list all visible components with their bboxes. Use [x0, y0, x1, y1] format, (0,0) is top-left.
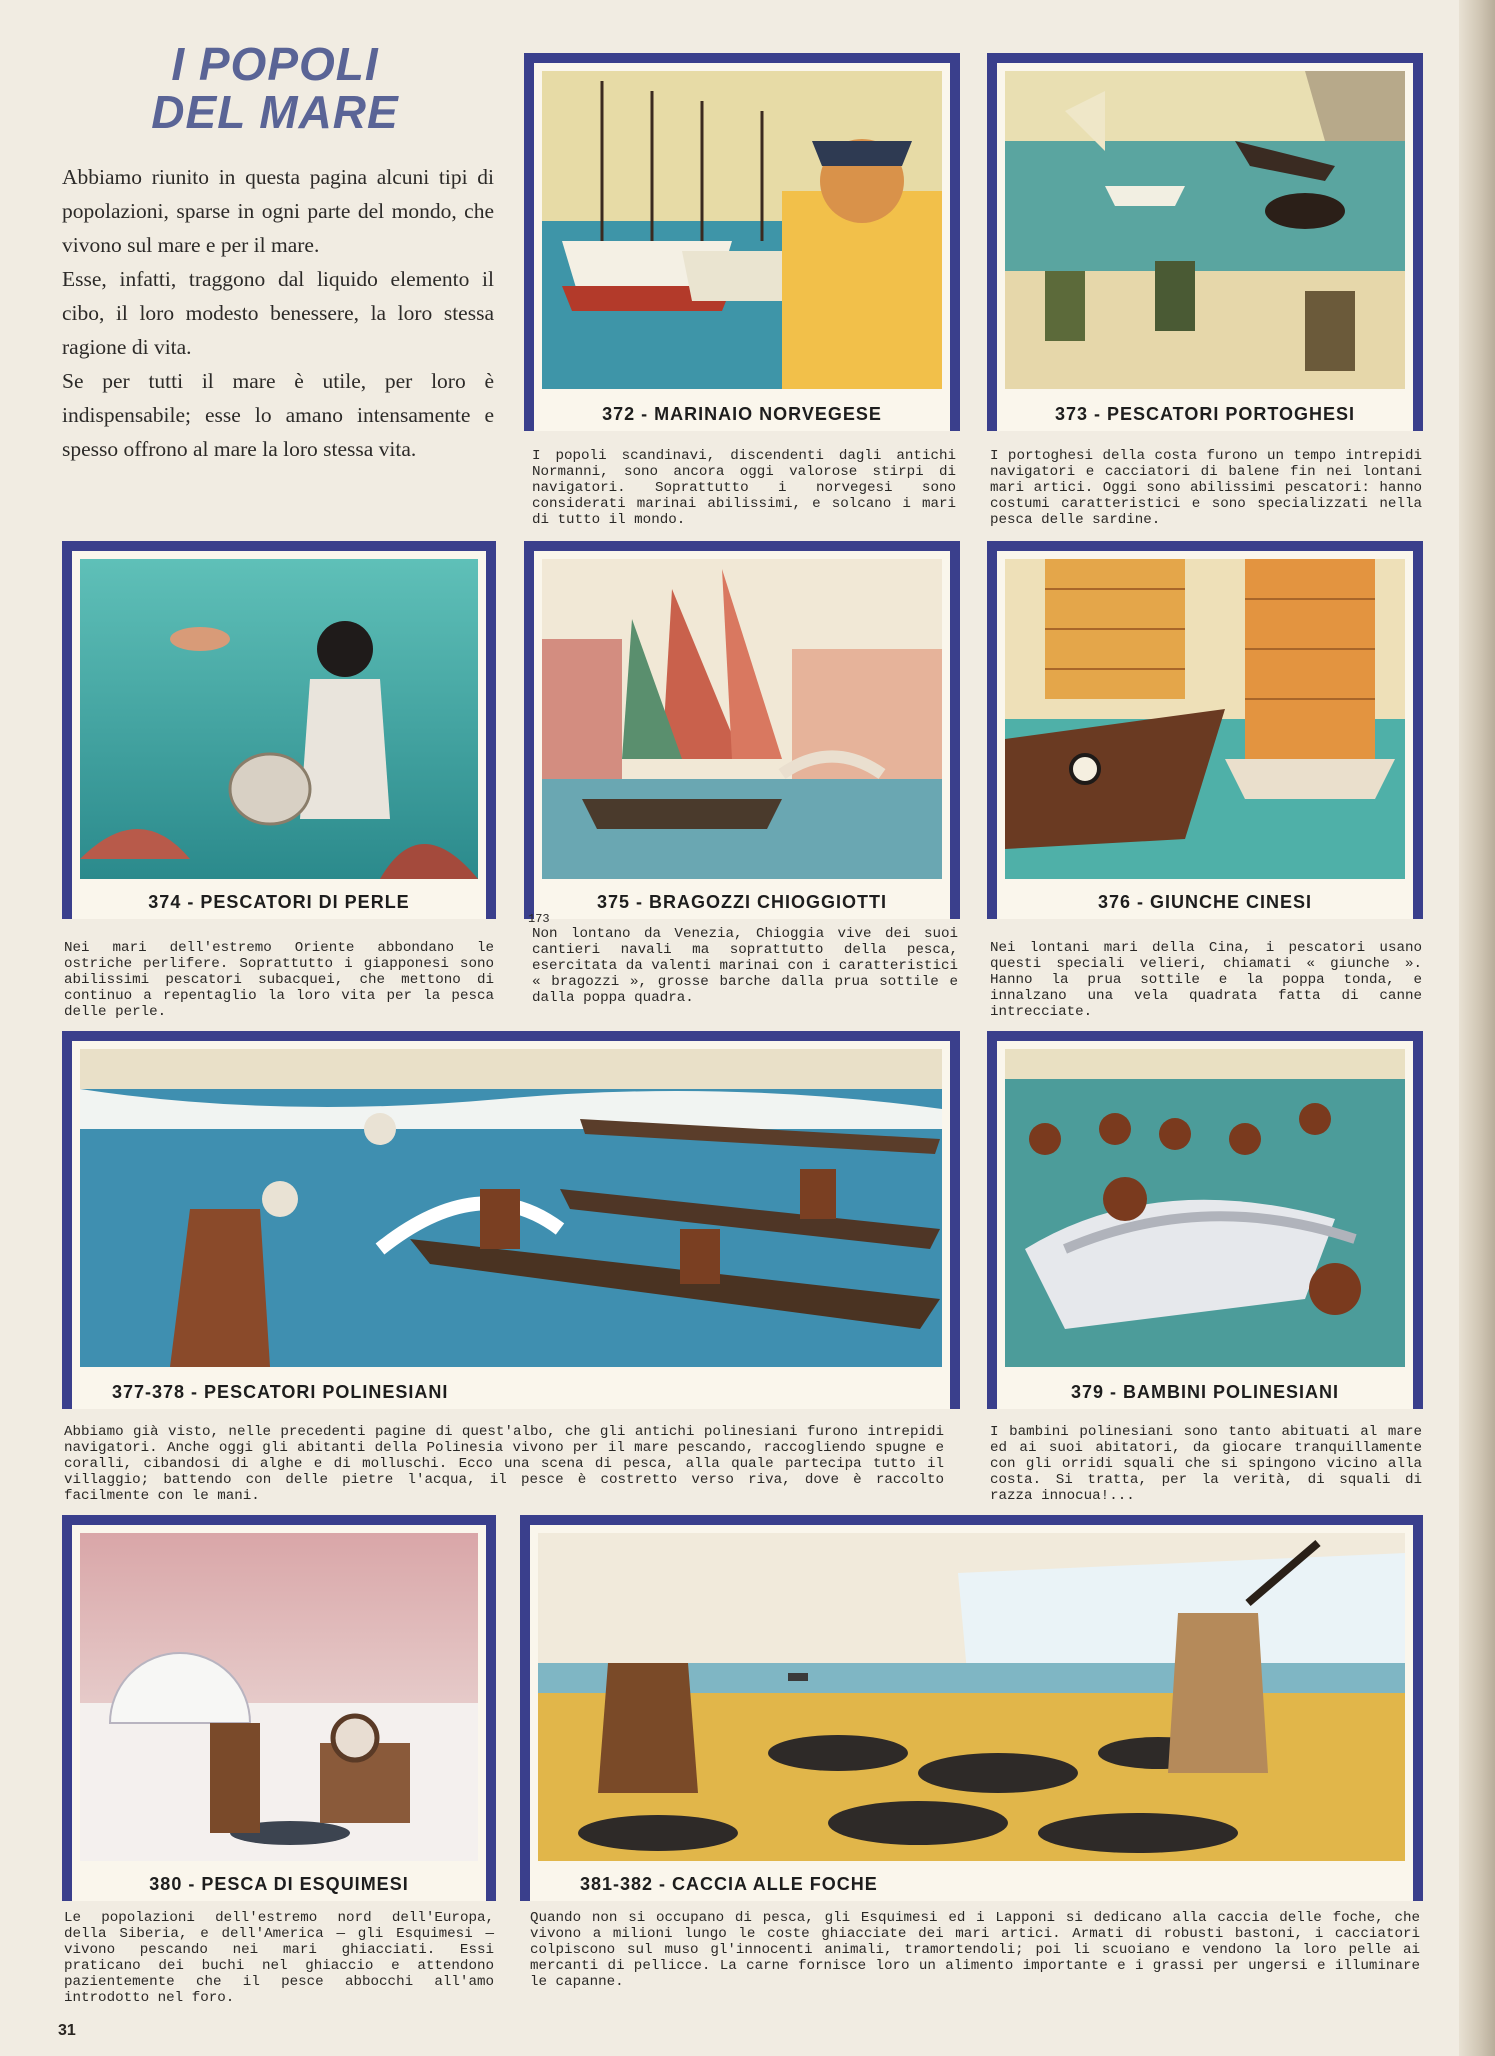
stray-number: 173	[528, 912, 550, 926]
illustration-pearl-divers	[80, 559, 478, 879]
illustration-eskimo-fishing	[80, 1533, 478, 1861]
card-374	[62, 541, 496, 919]
card-381-382	[520, 1515, 1423, 1901]
page-number: 31	[58, 2022, 76, 2039]
card-caption: 372 - MARINAIO NORVEGESE	[602, 404, 882, 424]
card-caption: 381-382 - CACCIA ALLE FOCHE	[580, 1874, 878, 1894]
card-376	[987, 541, 1423, 919]
card-372	[524, 53, 960, 431]
illustration-portuguese-fishermen	[1005, 71, 1405, 389]
card-description: Nei lontani mari della Cina, i pescatori usano questi speciali velieri, chiamati « giunche ». Hanno la prua sottile e la poppa tonda, e innalzano una vela quadrata fatta di canne intrecciate.	[990, 940, 1422, 1020]
intro-paragraph: Esse, infatti, traggono dal liquido elemento il cibo, il loro modesto benessere, la loro stessa ragione di vita.	[62, 267, 494, 359]
card-description: Le popolazioni dell'estremo nord dell'Europa, della Siberia, e dell'America — gli Esquimesi — vivono pescando nei mari ghiacciati. Essi praticano dei buchi nel ghiaccio e attendono pazientemente che il pesce abbocchi all'amo introdotto nel foro.	[64, 1910, 494, 2006]
intro-text	[62, 160, 494, 466]
title-line: DEL MARE	[151, 86, 399, 138]
card-caption: 373 - PESCATORI PORTOGHESI	[1054, 404, 1356, 424]
card-description: I bambini polinesiani sono tanto abituati al mare ed ai suoi abitatori, da giocare tranquillamente con gli orridi squali che si spingono vicino alla costa. Si tratta, per la verità, di squali di razza innocua!...	[990, 1424, 1422, 1504]
card-caption: 374 - PESCATORI DI PERLE	[148, 892, 410, 912]
card-caption: 376 - GIUNCHE CINESI	[1097, 892, 1313, 912]
card-caption: 375 - BRAGOZZI CHIOGGIOTTI	[596, 892, 887, 912]
card-description: Abbiamo già visto, nelle precedenti pagine di quest'albo, che gli antichi polinesiani furono intrepidi navigatori. Anche oggi gli abitanti della Polinesia vivono per il mare pescando, raccogliendo spugne e coralli, cibandosi di alghe e di molluschi. Ecco una scena di pesca, alla quale partecipa tutto il villaggio; battendo con delle pietre l'acqua, il pesce è costretto verso riva, dove è raccolto facilmente con le mani.	[64, 1424, 944, 1504]
card-380	[62, 1515, 496, 1901]
intro-paragraph: Abbiamo riunito in questa pagina alcuni tipi di popolazioni, sparse in ogni parte del mondo, che vivono sul mare e per il mare.	[62, 165, 494, 257]
card-caption: 379 - BAMBINI POLINESIANI	[1070, 1382, 1340, 1402]
illustration-polynesian-children	[1005, 1049, 1405, 1367]
card-description: I popoli scandinavi, discendenti dagli antichi Normanni, sono ancora oggi valorose stirpi di navigatori. Soprattutto i norvegesi sono considerati marinai abilissimi, e solcano i mari di tutto il mondo.	[532, 448, 956, 528]
card-description: Non lontano da Venezia, Chioggia vive dei suoi cantieri navali ma soprattutto della pesca, esercitata da valenti marinai con i caratteristici « bragozzi », grosse barche dalla prua sottile e dalla poppa quadra.	[532, 926, 958, 1006]
illustration-norwegian-sailor	[542, 71, 942, 389]
card-379	[987, 1031, 1423, 1409]
card-caption: 377-378 - PESCATORI POLINESIANI	[112, 1382, 449, 1402]
card-373	[987, 53, 1423, 431]
card-377-378	[62, 1031, 960, 1409]
illustration-chioggia-boats	[542, 559, 942, 879]
card-description: Nei mari dell'estremo Oriente abbondano le ostriche perlifere. Soprattutto i giapponesi sono abilissimi pescatori subacquei, che mettono di continuo a repentaglio la loro vita per la pesca delle perle.	[64, 940, 494, 1020]
intro-paragraph: Se per tutti il mare è utile, per loro è indispensabile; esse lo amano intensamente e spesso offrono al mare la loro stessa vita.	[62, 369, 494, 461]
card-375	[524, 541, 960, 919]
illustration-chinese-junks	[1005, 559, 1405, 879]
card-description: I portoghesi della costa furono un tempo intrepidi navigatori e cacciatori di balene fin nei lontani mari artici. Oggi sono abilissimi pescatori: hanno costumi caratteristici e sono specializzati nella pesca delle sardine.	[990, 448, 1422, 528]
card-caption: 380 - PESCA DI ESQUIMESI	[149, 1874, 409, 1894]
title-line: I POPOLI	[171, 38, 379, 90]
illustration-seal-hunt	[538, 1533, 1405, 1861]
page-gutter	[1459, 0, 1495, 2056]
illustration-polynesian-fishermen	[80, 1049, 942, 1367]
page-title	[110, 40, 440, 136]
card-description: Quando non si occupano di pesca, gli Esquimesi ed i Lapponi si dedicano alla caccia delle foche, che vivono a milioni lungo le coste ghiacciate dei mari artici. Armati di robusti bastoni, i cacciatori colpiscono sul muso gl'innocenti animali, tramortendoli; poi li scuoiano e vendono la loro pelle ai mercanti di pellicce. La carne fornisce loro un alimento importante e i grassi per ungersi e illuminare le capanne.	[530, 1910, 1420, 1990]
